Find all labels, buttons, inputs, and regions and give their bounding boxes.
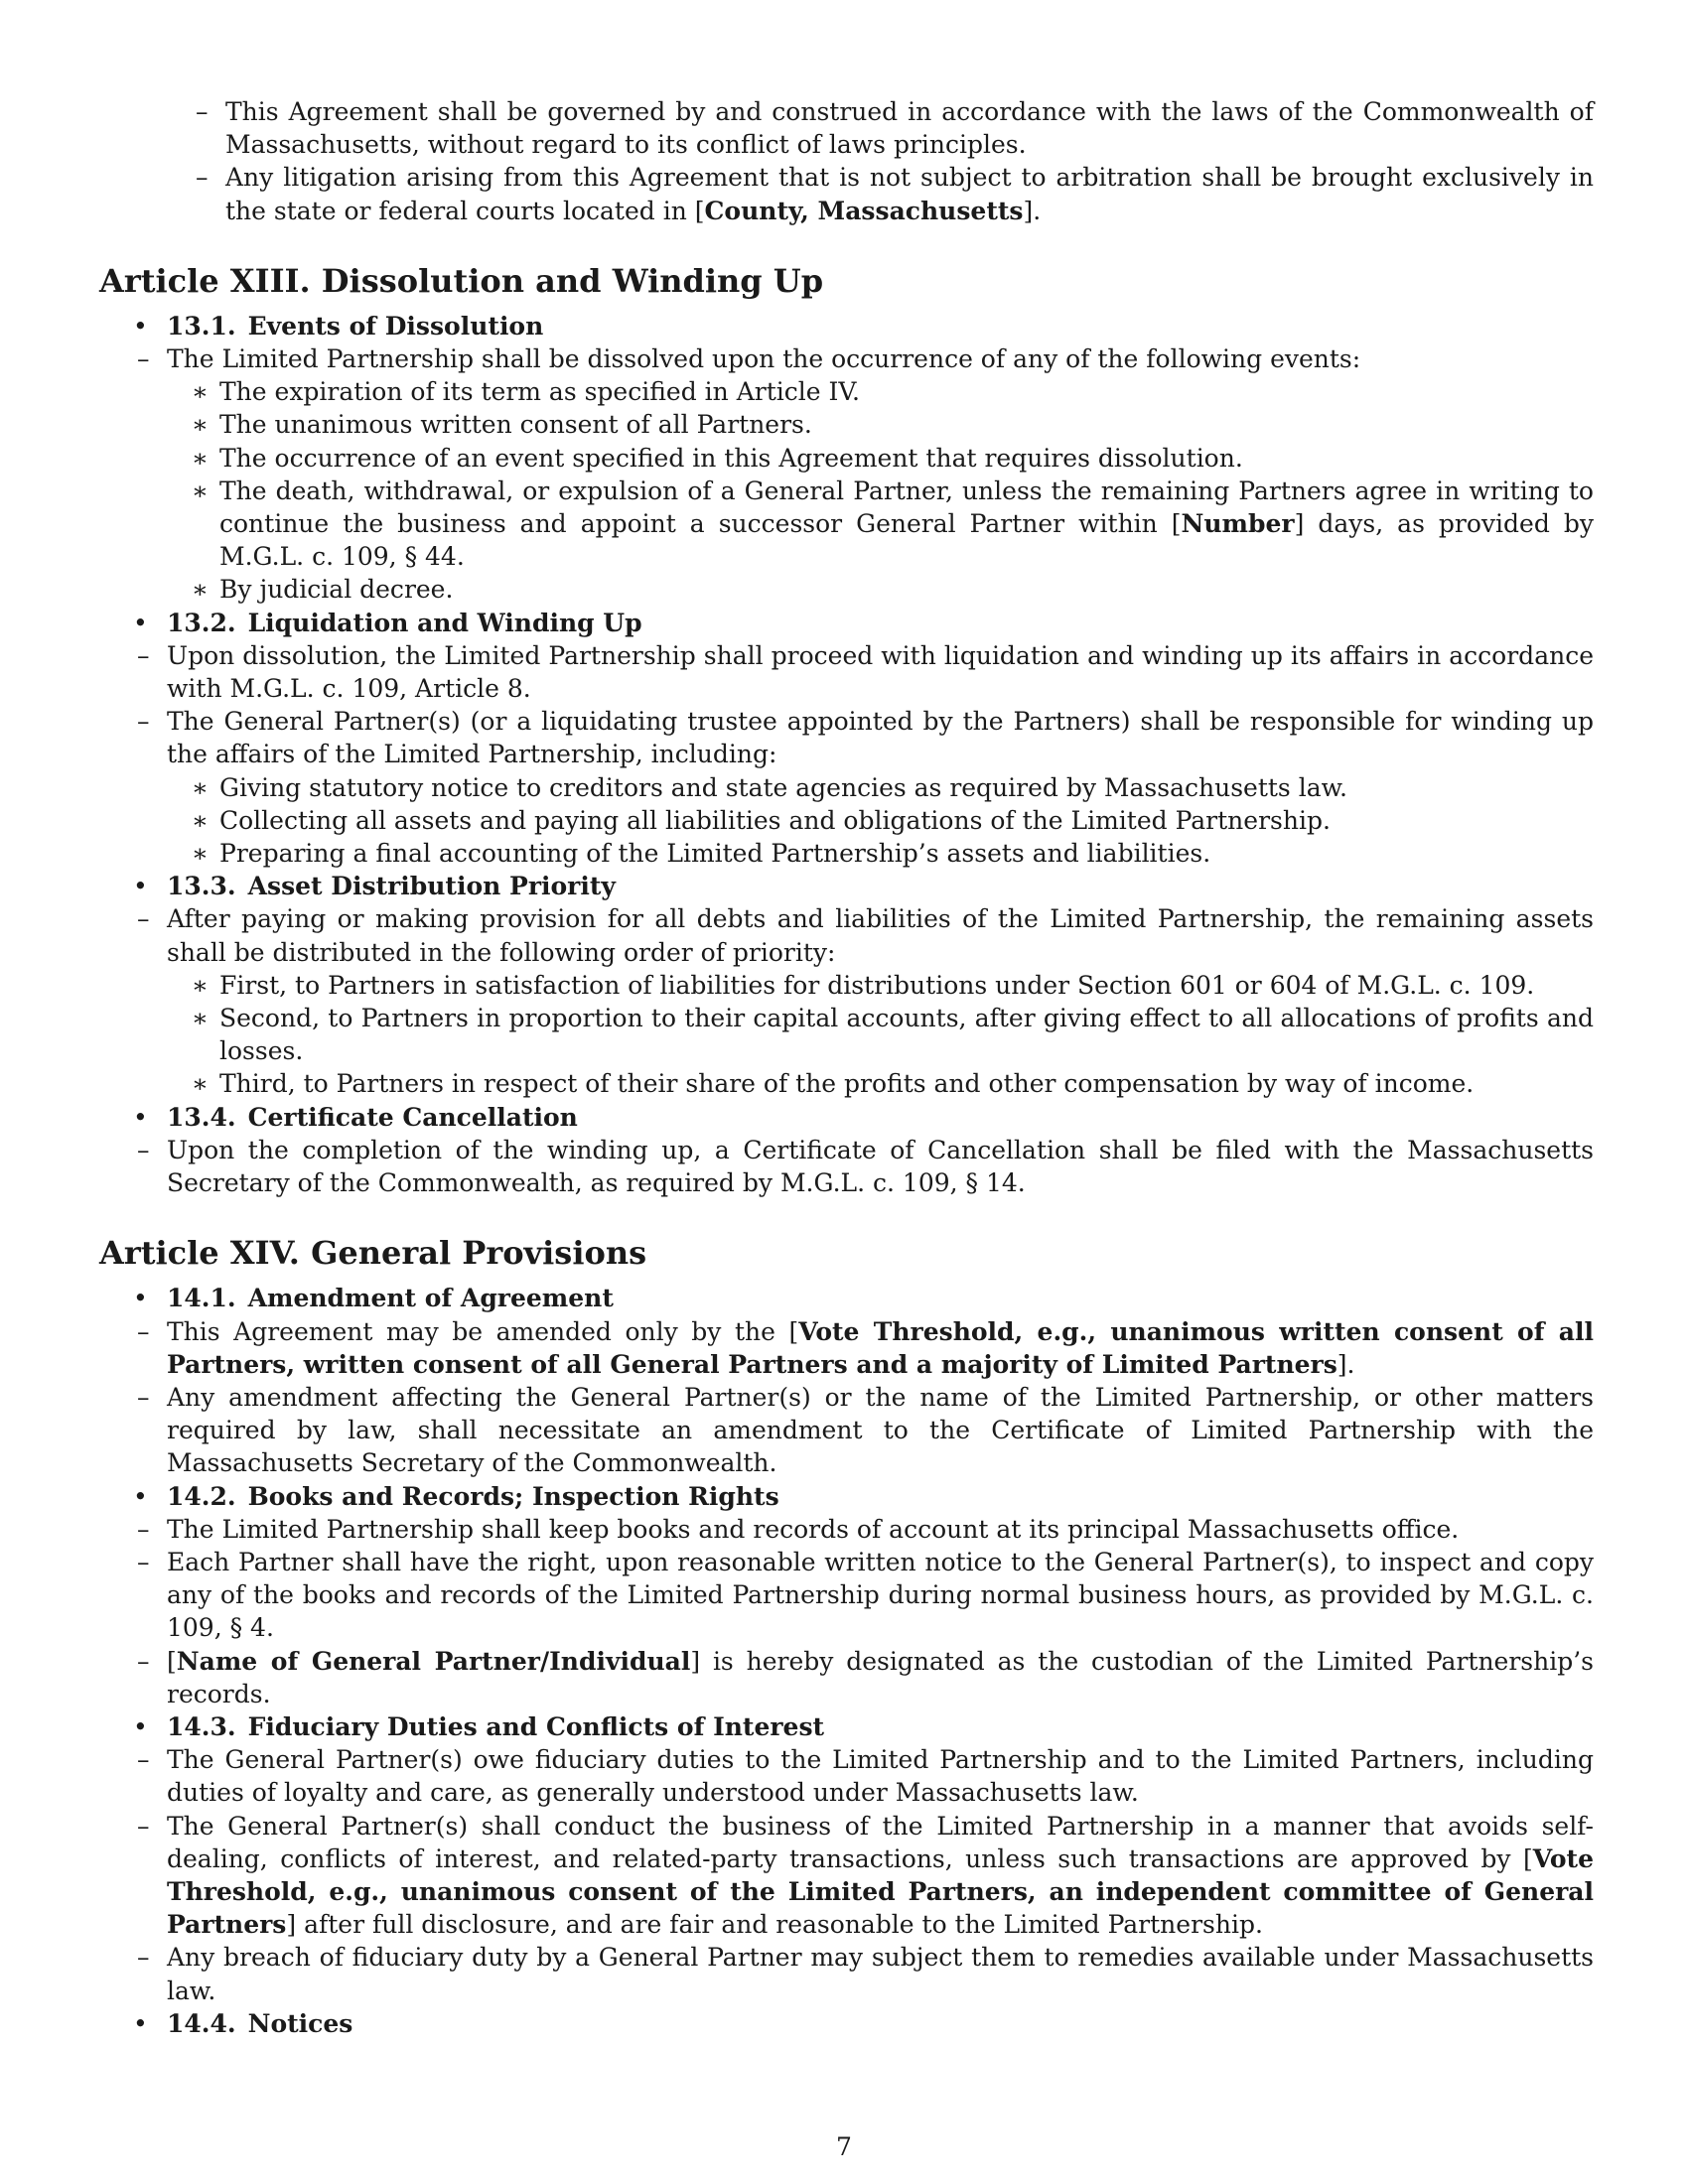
subclause-item [41, 475, 1594, 574]
asterisk-marker: ∗ [192, 377, 209, 407]
clause-list [41, 902, 1594, 1100]
section-title [167, 1712, 824, 1741]
list-item [99, 95, 1594, 161]
body-text: Third, to Partners in respect of their share of the profits and other compensation by way of income. [219, 1069, 1475, 1099]
articles-container [99, 261, 1594, 2040]
asterisk-marker: ∗ [192, 1004, 209, 1033]
body-text: The Limited Partnership shall keep books and records of account at its principal Massachusetts office. [167, 1514, 1460, 1544]
subclause-item [41, 804, 1594, 837]
clause-item [41, 902, 1594, 1100]
dash-marker: – [137, 904, 150, 934]
body-text: Any litigation arising from this Agreement that is not subject to arbitration shall be brought exclusively in the state or federal courts located in [ [225, 163, 1594, 225]
subclause-item [41, 1067, 1594, 1100]
body-text: Preparing a final accounting of the Limited Partnership’s assets and liabilities. [219, 839, 1211, 869]
dash-marker: – [137, 344, 150, 374]
section-number: 14.2. [167, 1481, 236, 1511]
section-title-text: Events of Dissolution [247, 311, 544, 341]
section-title-text: Liquidation and Winding Up [247, 608, 642, 637]
section-number: 14.3. [167, 1711, 236, 1741]
body-text: Any breach of fiduciary duty by a General Partner may subject them to remedies available under Massachusetts law. [167, 1943, 1594, 2005]
dash-marker: – [196, 97, 209, 126]
dash-marker: – [196, 163, 209, 193]
bullet-marker: • [133, 608, 148, 637]
body-text: ] is hereby designated as the custodian of the Limited Partnership’s records. [167, 1646, 1595, 1708]
body-text: This Agreement shall be governed by and construed in accordance with the laws of the Commonwealth of Massachusetts, without regard to its conflict of laws principles. [225, 97, 1594, 160]
asterisk-marker: ∗ [192, 476, 209, 505]
body-text: ]. [1336, 1349, 1355, 1379]
placeholder-text: Number [1181, 509, 1295, 539]
clause-item [41, 1315, 1594, 1381]
subclause-item [41, 771, 1594, 804]
section-title [167, 872, 616, 900]
placeholder-text: County, Massachusetts [704, 196, 1024, 225]
section-title-text: Fiduciary Duties and Conflicts of Interest [247, 1711, 825, 1741]
governing-law-list [99, 95, 1594, 227]
asterisk-marker: ∗ [192, 410, 209, 440]
section-list [99, 310, 1594, 1199]
article-heading: Article XIV. General Provisions [99, 1234, 647, 1273]
dash-marker: – [137, 1943, 150, 1973]
body-text: Each Partner shall have the right, upon reasonable written notice to the General Partner(s), to inspect and copy any of the books and records of the Limited Partnership during normal business hours, as provided by M.G.L. c. 109, § 4. [167, 1547, 1594, 1643]
body-text: The General Partner(s) owe fiduciary duties to the Limited Partnership and to the Limited Partners, including duties of loyalty and care, as generally understood under Massachusetts law. [167, 1745, 1594, 1808]
clause-item [41, 342, 1594, 607]
subclause-list [41, 375, 1594, 606]
dash-marker: – [137, 1316, 150, 1346]
section-number: 13.3. [167, 872, 236, 901]
section-number: 13.4. [167, 1102, 236, 1132]
body-text: The General Partner(s) shall conduct the business of the Limited Partnership in a manner that avoids self-dealing, conflicts of interest, and related-party transactions, unless such transactions are approved by [ [167, 1811, 1594, 1873]
clause-item [41, 1381, 1594, 1480]
section-item [99, 870, 1594, 1100]
subclause-item [41, 837, 1594, 870]
section-number: 13.1. [167, 311, 236, 341]
body-text: The expiration of its term as specified in Article IV. [219, 377, 860, 407]
section-title [167, 1284, 614, 1312]
subclause-item [41, 1002, 1594, 1067]
clause-item [41, 1134, 1594, 1199]
asterisk-marker: ∗ [192, 805, 209, 835]
clause-item [41, 1743, 1594, 1809]
clause-list [41, 1743, 1594, 2007]
placeholder-text: Name of General Partner/Individual [176, 1646, 691, 1676]
dash-marker: – [137, 1547, 150, 1576]
section-title-text: Books and Records; Inspection Rights [247, 1481, 779, 1511]
section-item [99, 310, 1594, 607]
body-text: Upon dissolution, the Limited Partnership shall proceed with liquidation and winding up its affairs in accordance with M.G.L. c. 109, Article 8. [167, 640, 1594, 704]
clause-list [41, 639, 1594, 870]
body-text: First, to Partners in satisfaction of liabilities for distributions under Section 601 or 604 of M.G.L. c. 109. [219, 970, 1535, 1000]
subclause-item [41, 442, 1594, 475]
body-text: After paying or making provision for all debts and liabilities of the Limited Partnership, the remaining assets shall be distributed in the following order of priority: [167, 904, 1594, 967]
subclause-list [41, 969, 1594, 1101]
clause-list [41, 342, 1594, 607]
section-number: 14.1. [167, 1284, 236, 1313]
subclause-item [41, 408, 1594, 441]
body-text: The General Partner(s) (or a liquidating trustee appointed by the Partners) shall be responsible for winding up the affairs of the Limited Partnership, including: [167, 707, 1594, 769]
document-page [99, 95, 1594, 2040]
clause-list [41, 1315, 1594, 1480]
asterisk-marker: ∗ [192, 772, 209, 802]
clause-item [41, 1810, 1594, 1942]
dash-marker: – [137, 1811, 150, 1841]
section-number: 13.2. [167, 608, 236, 637]
section-item [99, 2007, 1594, 2040]
body-text: ]. [1023, 196, 1042, 225]
asterisk-marker: ∗ [192, 443, 209, 473]
section-item [99, 1101, 1594, 1200]
dash-marker: – [137, 640, 150, 670]
body-text: Second, to Partners in proportion to their capital accounts, after giving effect to all allocations of profits and losses. [219, 1004, 1594, 1066]
subclause-list [41, 771, 1594, 871]
bullet-marker: • [133, 1102, 148, 1132]
list-item [99, 161, 1594, 226]
asterisk-marker: ∗ [192, 970, 209, 1000]
subclause-item [41, 573, 1594, 606]
section-item [99, 1710, 1594, 2007]
body-text: Giving statutory notice to creditors and state agencies as required by Massachusetts law. [219, 772, 1347, 802]
body-text: The Limited Partnership shall be dissolved upon the occurrence of any of the following events: [167, 344, 1361, 374]
body-text: Collecting all assets and paying all liabilities and obligations of the Limited Partnership. [219, 805, 1331, 835]
dash-marker: – [137, 707, 150, 737]
section-title [167, 609, 642, 637]
page-number: 7 [836, 2132, 852, 2161]
bullet-marker: • [133, 872, 148, 901]
section-item [99, 1480, 1594, 1710]
section-title [167, 312, 543, 341]
clause-item [41, 639, 1594, 705]
dash-marker: – [137, 1514, 150, 1544]
placeholder-text: Vote Threshold, e.g., unanimous written consent of all Partners, written consent of all General Partners and a majority of Limited Partners [167, 1316, 1594, 1379]
clause-item [41, 1941, 1594, 2006]
section-item [99, 1282, 1594, 1479]
subclause-item [41, 375, 1594, 408]
bullet-marker: • [133, 1711, 148, 1741]
clause-item [41, 705, 1594, 870]
clause-item [41, 1546, 1594, 1645]
clause-list [41, 1134, 1594, 1199]
section-item [99, 607, 1594, 871]
section-title [167, 1103, 578, 1132]
asterisk-marker: ∗ [192, 1069, 209, 1099]
placeholder-text: Vote Threshold, e.g., unanimous consent of the Limited Partners, an independent committee of General Partners [167, 1843, 1594, 1940]
bullet-marker: • [133, 1284, 148, 1313]
dash-marker: – [137, 1135, 150, 1164]
body-text: ] after full disclosure, and are fair and reasonable to the Limited Partnership. [286, 1910, 1263, 1940]
section-title-text: Notices [247, 2008, 353, 2038]
body-text: ] days, as provided by M.G.L. c. 109, § 44. [219, 509, 1594, 572]
clause-item [41, 1645, 1594, 1710]
asterisk-marker: ∗ [192, 575, 209, 605]
clause-item [41, 1513, 1594, 1546]
dash-marker: – [137, 1745, 150, 1775]
section-title-text: Amendment of Agreement [247, 1284, 614, 1313]
body-text: Upon the completion of the winding up, a Certificate of Cancellation shall be filed with the Massachusetts Secretary of the Commonwealth, as required by M.G.L. c. 109, § 14. [167, 1135, 1594, 1198]
subclause-item [41, 969, 1594, 1002]
article-heading: Article XIII. Dissolution and Winding Up [99, 261, 824, 300]
body-text: This Agreement may be amended only by the [ [167, 1316, 799, 1346]
section-title [167, 2009, 352, 2038]
body-text: The unanimous written consent of all Partners. [219, 410, 812, 440]
dash-marker: – [137, 1382, 150, 1412]
section-number: 14.4. [167, 2008, 236, 2038]
section-title-text: Asset Distribution Priority [247, 872, 616, 901]
asterisk-marker: ∗ [192, 839, 209, 869]
section-list [99, 1282, 1594, 2040]
body-text: By judicial decree. [219, 575, 454, 605]
bullet-marker: • [133, 311, 148, 341]
bullet-marker: • [133, 2008, 148, 2038]
body-text: [ [167, 1646, 177, 1676]
body-text: The occurrence of an event specified in this Agreement that requires dissolution. [219, 443, 1243, 473]
body-text: The death, withdrawal, or expulsion of a General Partner, unless the remaining Partners agree in writing to continue the business and appoint a successor General Partner within [ [219, 476, 1594, 539]
section-title-text: Certificate Cancellation [247, 1102, 578, 1132]
body-text: Any amendment affecting the General Partner(s) or the name of the Limited Partnership, or other matters required by law, shall necessitate an amendment to the Certificate of Limited Partnership with the Massachusetts Secretary of the Commonwealth. [167, 1382, 1594, 1478]
clause-list [41, 1513, 1594, 1710]
section-title [167, 1482, 779, 1511]
dash-marker: – [137, 1646, 150, 1676]
bullet-marker: • [133, 1481, 148, 1511]
